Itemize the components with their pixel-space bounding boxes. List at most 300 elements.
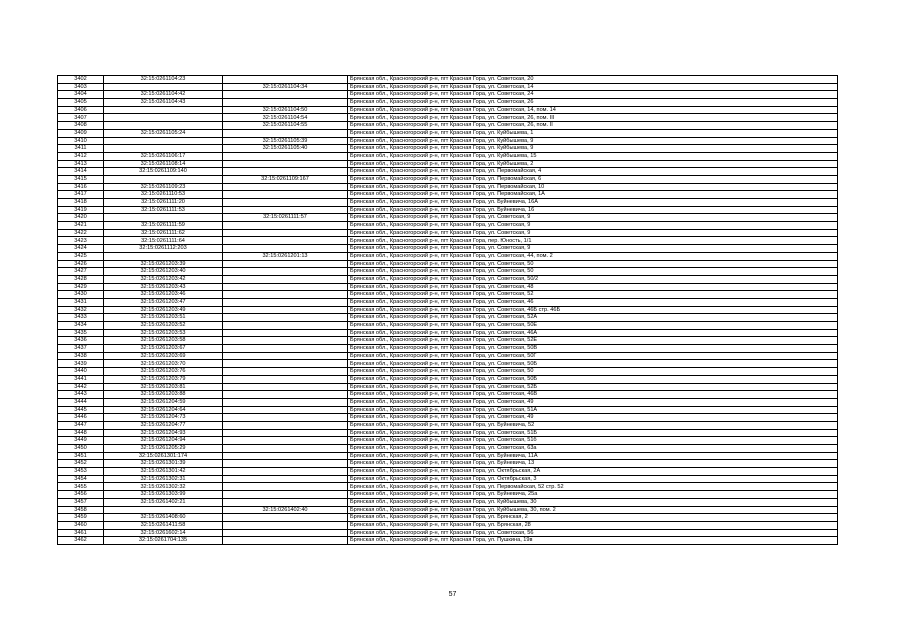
- address-cell: Брянская обл., Красногорский р-н, пгт Красная Гора, ул. Пушкина, 19в: [348, 537, 838, 545]
- row-number-cell: 3421: [58, 222, 104, 230]
- address-cell: Брянская обл., Красногорский р-н, пгт Красная Гора, ул. Советская, 48: [348, 283, 838, 291]
- table-row: [58, 237, 838, 245]
- table-row: [58, 329, 838, 337]
- address-cell: Брянская обл., Красногорский р-н, пгт Красная Гора, ул. Октябрьская, 3: [348, 475, 838, 483]
- row-number-cell: 3419: [58, 206, 104, 214]
- cadastral-number-cell: 32:15:0261106:17: [104, 152, 223, 160]
- cadastral-number-cell: 32:15:0261402:21: [104, 498, 223, 506]
- address-cell: Брянская обл., Красногорский р-н, пгт Красная Гора, ул. Советская, 52: [348, 291, 838, 299]
- row-number-cell: 3431: [58, 298, 104, 306]
- table-row: [58, 152, 838, 160]
- row-number-cell: 3409: [58, 129, 104, 137]
- linked-cadastral-number-cell: [223, 398, 348, 406]
- table-row: [58, 129, 838, 137]
- cadastral-number-cell: [104, 83, 223, 91]
- cadastral-number-cell: 32:15:0261203:81: [104, 383, 223, 391]
- address-cell: Брянская обл., Красногорский р-н, пгт Красная Гора, ул. Советская, 50/2: [348, 275, 838, 283]
- table-row: [58, 91, 838, 99]
- linked-cadastral-number-cell: [223, 483, 348, 491]
- table-row: [58, 168, 838, 176]
- row-number-cell: 3433: [58, 314, 104, 322]
- cadastral-number-cell: 32:15:0261602:14: [104, 529, 223, 537]
- cadastral-number-cell: 32:15:0261302:32: [104, 483, 223, 491]
- cadastral-number-cell: 32:15:0261203:42: [104, 275, 223, 283]
- address-cell: Брянская обл., Красногорский р-н, пгт Красная Гора, ул. Советская, 20: [348, 76, 838, 84]
- address-cell: Брянская обл., Красногорский р-н, пгт Красная Гора, ул. Первомайская, 4: [348, 168, 838, 176]
- address-cell: Брянская обл., Красногорский р-н, пгт Красная Гора, ул. Буйневича, 16А: [348, 199, 838, 207]
- table-row: [58, 114, 838, 122]
- linked-cadastral-number-cell: [223, 306, 348, 314]
- linked-cadastral-number-cell: [223, 275, 348, 283]
- row-number-cell: 3428: [58, 275, 104, 283]
- table-row: [58, 175, 838, 183]
- table-row: [58, 445, 838, 453]
- cadastral-number-cell: [104, 114, 223, 122]
- linked-cadastral-number-cell: [223, 129, 348, 137]
- property-table: [57, 75, 838, 545]
- address-cell: Брянская обл., Красногорский р-н, пгт Красная Гора, ул. Октябрьская, 2А: [348, 468, 838, 476]
- linked-cadastral-number-cell: 32:15:0261111:57: [223, 214, 348, 222]
- linked-cadastral-number-cell: 32:15:0261104:55: [223, 122, 348, 130]
- row-number-cell: 3461: [58, 529, 104, 537]
- table-row: [58, 245, 838, 253]
- cadastral-number-cell: 32:15:0261111:64: [104, 237, 223, 245]
- address-cell: Брянская обл., Красногорский р-н, пгт Красная Гора, ул. Советская, 26, пом. II: [348, 122, 838, 130]
- cadastral-number-cell: 32:15:0261110:53: [104, 191, 223, 199]
- address-cell: Брянская обл., Красногорский р-н, пгт Красная Гора, ул. Советская, 50: [348, 368, 838, 376]
- linked-cadastral-number-cell: [223, 291, 348, 299]
- address-cell: Брянская обл., Красногорский р-н, пгт Красная Гора, ул. Куйбышева, 2: [348, 160, 838, 168]
- cadastral-number-cell: 32:15:0261204:93: [104, 429, 223, 437]
- linked-cadastral-number-cell: [223, 183, 348, 191]
- linked-cadastral-number-cell: [223, 191, 348, 199]
- address-cell: Брянская обл., Красногорский р-н, пгт Красная Гора, ул. Первомайская, 1А: [348, 191, 838, 199]
- table-row: [58, 437, 838, 445]
- cadastral-number-cell: 32:15:0261203:49: [104, 306, 223, 314]
- row-number-cell: 3403: [58, 83, 104, 91]
- table-row: [58, 222, 838, 230]
- address-cell: Брянская обл., Красногорский р-н, пгт Красная Гора, ул. Брянская, 28: [348, 521, 838, 529]
- linked-cadastral-number-cell: [223, 76, 348, 84]
- cadastral-number-cell: 32:15:0261204:77: [104, 421, 223, 429]
- row-number-cell: 3408: [58, 122, 104, 130]
- table-row: [58, 452, 838, 460]
- cadastral-number-cell: 32:15:0261204:73: [104, 414, 223, 422]
- cadastral-number-cell: 32:15:0261203:47: [104, 298, 223, 306]
- linked-cadastral-number-cell: [223, 91, 348, 99]
- linked-cadastral-number-cell: [223, 498, 348, 506]
- address-cell: Брянская обл., Красногорский р-н, пгт Красная Гора, ул. Первомайская, 10: [348, 183, 838, 191]
- address-cell: Брянская обл., Красногорский р-н, пгт Красная Гора, ул. Советская, 63а: [348, 445, 838, 453]
- linked-cadastral-number-cell: [223, 452, 348, 460]
- row-number-cell: 3455: [58, 483, 104, 491]
- address-cell: Брянская обл., Красногорский р-н, пгт Красная Гора, ул. Советская, 50Е: [348, 322, 838, 330]
- row-number-cell: 3445: [58, 406, 104, 414]
- cadastral-number-cell: 32:15:0261301:174: [104, 452, 223, 460]
- row-number-cell: 3441: [58, 375, 104, 383]
- row-number-cell: 3413: [58, 160, 104, 168]
- address-cell: Брянская обл., Красногорский р-н, пгт Красная Гора, ул. Советская, 46А: [348, 329, 838, 337]
- table-row: [58, 145, 838, 153]
- table-row: [58, 383, 838, 391]
- table-row: [58, 368, 838, 376]
- cadastral-number-cell: 32:15:0261109:140: [104, 168, 223, 176]
- row-number-cell: 3451: [58, 452, 104, 460]
- linked-cadastral-number-cell: [223, 245, 348, 253]
- table-row: [58, 375, 838, 383]
- linked-cadastral-number-cell: [223, 99, 348, 107]
- cadastral-number-cell: [104, 175, 223, 183]
- row-number-cell: 3450: [58, 445, 104, 453]
- linked-cadastral-number-cell: [223, 283, 348, 291]
- cadastral-number-cell: 32:15:0261109:23: [104, 183, 223, 191]
- cadastral-number-cell: 32:15:0261104:42: [104, 91, 223, 99]
- row-number-cell: 3407: [58, 114, 104, 122]
- row-number-cell: 3424: [58, 245, 104, 253]
- address-cell: Брянская обл., Красногорский р-н, пгт Красная Гора, ул. Куйбышева, 1: [348, 129, 838, 137]
- row-number-cell: 3440: [58, 368, 104, 376]
- address-cell: Брянская обл., Красногорский р-н, пгт Красная Гора, ул. Советская, 50Б: [348, 360, 838, 368]
- linked-cadastral-number-cell: [223, 237, 348, 245]
- table-row: [58, 275, 838, 283]
- linked-cadastral-number-cell: [223, 437, 348, 445]
- table-row: [58, 398, 838, 406]
- cadastral-number-cell: 32:15:0261104:23: [104, 76, 223, 84]
- row-number-cell: 3448: [58, 429, 104, 437]
- row-number-cell: 3462: [58, 537, 104, 545]
- address-cell: Брянская обл., Красногорский р-н, пгт Красная Гора, ул. Куйбышева, 15: [348, 152, 838, 160]
- address-cell: Брянская обл., Красногорский р-н, пгт Красная Гора, ул. Советская, 9: [348, 214, 838, 222]
- address-cell: Брянская обл., Красногорский р-н, пгт Красная Гора, ул. Куйбышева, 30: [348, 498, 838, 506]
- table-row: [58, 460, 838, 468]
- table-row: [58, 406, 838, 414]
- linked-cadastral-number-cell: 32:15:0261104:34: [223, 83, 348, 91]
- cadastral-number-cell: 32:15:0261303:99: [104, 491, 223, 499]
- address-cell: Брянская обл., Красногорский р-н, пгт Красная Гора, ул. Буйневича, 25а: [348, 491, 838, 499]
- cadastral-number-cell: 32:15:0261408:60: [104, 514, 223, 522]
- table-row: [58, 314, 838, 322]
- cadastral-number-cell: 32:15:0261203:76: [104, 368, 223, 376]
- row-number-cell: 3425: [58, 252, 104, 260]
- address-cell: Брянская обл., Красногорский р-н, пгт Красная Гора, ул. Советская, 50Б: [348, 375, 838, 383]
- table-row: [58, 352, 838, 360]
- row-number-cell: 3457: [58, 498, 104, 506]
- table-row: [58, 337, 838, 345]
- address-cell: Брянская обл., Красногорский р-н, пгт Красная Гора, ул. Куйбышева, 9: [348, 137, 838, 145]
- table-row: [58, 306, 838, 314]
- row-number-cell: 3415: [58, 175, 104, 183]
- row-number-cell: 3429: [58, 283, 104, 291]
- address-cell: Брянская обл., Красногорский р-н, пгт Красная Гора, ул. Советская, 14: [348, 83, 838, 91]
- row-number-cell: 3459: [58, 514, 104, 522]
- table-row: [58, 391, 838, 399]
- linked-cadastral-number-cell: 32:15:0261104:50: [223, 106, 348, 114]
- linked-cadastral-number-cell: [223, 329, 348, 337]
- table-row: [58, 537, 838, 545]
- address-cell: Брянская обл., Красногорский р-н, пгт Красная Гора, ул. Советская, 9: [348, 229, 838, 237]
- linked-cadastral-number-cell: [223, 152, 348, 160]
- row-number-cell: 3411: [58, 145, 104, 153]
- linked-cadastral-number-cell: 32:15:0261109:167: [223, 175, 348, 183]
- linked-cadastral-number-cell: [223, 421, 348, 429]
- linked-cadastral-number-cell: [223, 360, 348, 368]
- cadastral-number-cell: 32:15:0261301:39: [104, 460, 223, 468]
- cadastral-number-cell: 32:15:0261204:59: [104, 398, 223, 406]
- table-row: [58, 283, 838, 291]
- cadastral-number-cell: 32:15:0261302:31: [104, 475, 223, 483]
- address-cell: Брянская обл., Красногорский р-н, пгт Красная Гора, ул. Советская, 46В: [348, 391, 838, 399]
- address-cell: Брянская обл., Красногорский р-н, пгт Красная Гора, ул. Советская, 50: [348, 260, 838, 268]
- address-cell: Брянская обл., Красногорский р-н, пгт Красная Гора, ул. Советская, 49: [348, 414, 838, 422]
- row-number-cell: 3414: [58, 168, 104, 176]
- cadastral-number-cell: 32:15:0261203:46: [104, 291, 223, 299]
- linked-cadastral-number-cell: [223, 206, 348, 214]
- table-row: [58, 414, 838, 422]
- row-number-cell: 3454: [58, 475, 104, 483]
- row-number-cell: 3406: [58, 106, 104, 114]
- row-number-cell: 3453: [58, 468, 104, 476]
- linked-cadastral-number-cell: [223, 268, 348, 276]
- linked-cadastral-number-cell: [223, 222, 348, 230]
- cadastral-number-cell: 32:15:0261704:135: [104, 537, 223, 545]
- cadastral-number-cell: 32:15:0261203:53: [104, 329, 223, 337]
- row-number-cell: 3434: [58, 322, 104, 330]
- table-row: [58, 475, 838, 483]
- cadastral-number-cell: 32:15:0261203:40: [104, 268, 223, 276]
- table-row: [58, 99, 838, 107]
- cadastral-number-cell: 32:15:0261203:51: [104, 314, 223, 322]
- linked-cadastral-number-cell: [223, 391, 348, 399]
- table-row: [58, 137, 838, 145]
- row-number-cell: 3420: [58, 214, 104, 222]
- address-cell: Брянская обл., Красногорский р-н, пгт Красная Гора, пер. Юность, 1/1: [348, 237, 838, 245]
- linked-cadastral-number-cell: [223, 468, 348, 476]
- linked-cadastral-number-cell: [223, 298, 348, 306]
- cadastral-number-cell: 32:15:0261301:42: [104, 468, 223, 476]
- table-row: [58, 506, 838, 514]
- table-row: [58, 160, 838, 168]
- row-number-cell: 3458: [58, 506, 104, 514]
- cadastral-number-cell: [104, 252, 223, 260]
- linked-cadastral-number-cell: [223, 529, 348, 537]
- row-number-cell: 3402: [58, 76, 104, 84]
- linked-cadastral-number-cell: 32:15:0261201:13: [223, 252, 348, 260]
- row-number-cell: 3437: [58, 345, 104, 353]
- row-number-cell: 3410: [58, 137, 104, 145]
- row-number-cell: 3438: [58, 352, 104, 360]
- table-row: [58, 521, 838, 529]
- table-row: [58, 529, 838, 537]
- address-cell: Брянская обл., Красногорский р-н, пгт Красная Гора, ул. Куйбышева, 9: [348, 145, 838, 153]
- cadastral-number-cell: [104, 122, 223, 130]
- row-number-cell: 3446: [58, 414, 104, 422]
- table-row: [58, 191, 838, 199]
- table-row: [58, 429, 838, 437]
- table-row: [58, 260, 838, 268]
- table-row: [58, 291, 838, 299]
- table-row: [58, 268, 838, 276]
- table-row: [58, 360, 838, 368]
- linked-cadastral-number-cell: [223, 460, 348, 468]
- row-number-cell: 3449: [58, 437, 104, 445]
- row-number-cell: 3439: [58, 360, 104, 368]
- address-cell: Брянская обл., Красногорский р-н, пгт Красная Гора, ул. Советская, 51А: [348, 406, 838, 414]
- row-number-cell: 3435: [58, 329, 104, 337]
- linked-cadastral-number-cell: [223, 229, 348, 237]
- cadastral-number-cell: 32:15:0261203:79: [104, 375, 223, 383]
- address-cell: Брянская обл., Красногорский р-н, пгт Красная Гора, ул. Советская, 26: [348, 99, 838, 107]
- cadastral-number-cell: 32:15:0261203:43: [104, 283, 223, 291]
- linked-cadastral-number-cell: [223, 260, 348, 268]
- address-cell: Брянская обл., Красногорский р-н, пгт Красная Гора, ул. Советская, 24: [348, 91, 838, 99]
- address-cell: Брянская обл., Красногорский р-н, пгт Красная Гора, ул. Советская, 50В: [348, 345, 838, 353]
- address-cell: Брянская обл., Красногорский р-н, пгт Красная Гора, ул. Советская, 51Б: [348, 429, 838, 437]
- table-row: [58, 498, 838, 506]
- linked-cadastral-number-cell: [223, 414, 348, 422]
- address-cell: Брянская обл., Красногорский р-н, пгт Красная Гора, ул. Советская, 9: [348, 222, 838, 230]
- cadastral-number-cell: 32:15:0261204:94: [104, 437, 223, 445]
- cadastral-number-cell: 32:15:0261111:53: [104, 206, 223, 214]
- address-cell: Брянская обл., Красногорский р-н, пгт Красная Гора, ул. Советская, 46Б стр. 46Б: [348, 306, 838, 314]
- row-number-cell: 3447: [58, 421, 104, 429]
- table-row: [58, 298, 838, 306]
- address-cell: Брянская обл., Красногорский р-н, пгт Красная Гора, ул. Советская, 52Б: [348, 383, 838, 391]
- cadastral-number-cell: 32:15:0261111:20: [104, 199, 223, 207]
- table-row: [58, 483, 838, 491]
- linked-cadastral-number-cell: 32:15:0261105:39: [223, 137, 348, 145]
- cadastral-number-cell: [104, 506, 223, 514]
- cadastral-number-cell: 32:15:0261203:67: [104, 345, 223, 353]
- address-cell: Брянская обл., Красногорский р-н, пгт Красная Гора, ул. Буйневича, 11А: [348, 452, 838, 460]
- address-cell: Брянская обл., Красногорский р-н, пгт Красная Гора, ул. Первомайская, 52 стр. 52: [348, 483, 838, 491]
- cadastral-number-cell: 32:15:0261204:64: [104, 406, 223, 414]
- cadastral-number-cell: [104, 214, 223, 222]
- table-row: [58, 83, 838, 91]
- cadastral-number-cell: 32:15:0261203:70: [104, 360, 223, 368]
- linked-cadastral-number-cell: [223, 514, 348, 522]
- linked-cadastral-number-cell: [223, 429, 348, 437]
- cadastral-number-cell: 32:15:0261105:24: [104, 129, 223, 137]
- table-row: [58, 421, 838, 429]
- linked-cadastral-number-cell: [223, 368, 348, 376]
- cadastral-number-cell: [104, 106, 223, 114]
- linked-cadastral-number-cell: [223, 337, 348, 345]
- row-number-cell: 3416: [58, 183, 104, 191]
- linked-cadastral-number-cell: [223, 168, 348, 176]
- linked-cadastral-number-cell: [223, 345, 348, 353]
- linked-cadastral-number-cell: 32:15:0261104:54: [223, 114, 348, 122]
- address-cell: Брянская обл., Красногорский р-н, пгт Красная Гора, ул. Советская, 14, пом. 14: [348, 106, 838, 114]
- linked-cadastral-number-cell: [223, 375, 348, 383]
- row-number-cell: 3412: [58, 152, 104, 160]
- table-row: [58, 514, 838, 522]
- linked-cadastral-number-cell: 32:15:0261105:40: [223, 145, 348, 153]
- cadastral-number-cell: 32:15:0261203:39: [104, 260, 223, 268]
- cadastral-number-cell: 32:15:0261203:58: [104, 337, 223, 345]
- table-row: [58, 76, 838, 84]
- row-number-cell: 3442: [58, 383, 104, 391]
- linked-cadastral-number-cell: [223, 491, 348, 499]
- table-row: [58, 206, 838, 214]
- row-number-cell: 3404: [58, 91, 104, 99]
- cadastral-number-cell: [104, 137, 223, 145]
- linked-cadastral-number-cell: [223, 537, 348, 545]
- cadastral-number-cell: [104, 145, 223, 153]
- row-number-cell: 3432: [58, 306, 104, 314]
- address-cell: Брянская обл., Красногорский р-н, пгт Красная Гора, ул. Советская, 52Е: [348, 337, 838, 345]
- row-number-cell: 3452: [58, 460, 104, 468]
- row-number-cell: 3456: [58, 491, 104, 499]
- table-row: [58, 199, 838, 207]
- address-cell: Брянская обл., Красногорский р-н, пгт Красная Гора, ул. Брянская, 2: [348, 514, 838, 522]
- linked-cadastral-number-cell: [223, 160, 348, 168]
- linked-cadastral-number-cell: [223, 314, 348, 322]
- cadastral-number-cell: 32:15:0261205:29: [104, 445, 223, 453]
- row-number-cell: 3460: [58, 521, 104, 529]
- address-cell: Брянская обл., Красногорский р-н, пгт Красная Гора, ул. Советская, 52А: [348, 314, 838, 322]
- row-number-cell: 3422: [58, 229, 104, 237]
- address-cell: Брянская обл., Красногорский р-н, пгт Красная Гора, ул. Советская, 26, пом. III: [348, 114, 838, 122]
- cadastral-number-cell: 32:15:0261104:43: [104, 99, 223, 107]
- cadastral-number-cell: 32:15:0261111:59: [104, 222, 223, 230]
- address-cell: Брянская обл., Красногорский р-н, пгт Красная Гора, ул. Советская, 50: [348, 268, 838, 276]
- table-row: [58, 229, 838, 237]
- linked-cadastral-number-cell: 32:15:0261402:40: [223, 506, 348, 514]
- linked-cadastral-number-cell: [223, 199, 348, 207]
- page-number: 57: [448, 591, 457, 598]
- address-cell: Брянская обл., Красногорский р-н, пгт Красная Гора, ул. Советская, 50Г: [348, 352, 838, 360]
- cadastral-number-cell: 32:15:0261203:88: [104, 391, 223, 399]
- row-number-cell: 3430: [58, 291, 104, 299]
- table-row: [58, 322, 838, 330]
- address-cell: Брянская обл., Красногорский р-н, пгт Красная Гора, ул. Советская, 49: [348, 398, 838, 406]
- linked-cadastral-number-cell: [223, 475, 348, 483]
- linked-cadastral-number-cell: [223, 445, 348, 453]
- linked-cadastral-number-cell: [223, 521, 348, 529]
- table-row: [58, 122, 838, 130]
- cadastral-number-cell: 32:15:0261111:62: [104, 229, 223, 237]
- address-cell: Брянская обл., Красногорский р-н, пгт Красная Гора, ул. Буйневича, 52: [348, 421, 838, 429]
- cadastral-number-cell: 32:15:0261411:58: [104, 521, 223, 529]
- cadastral-number-cell: 32:15:0261108:14: [104, 160, 223, 168]
- table-row: [58, 106, 838, 114]
- address-cell: Брянская обл., Красногорский р-н, пгт Красная Гора, ул. Первомайская, 6: [348, 175, 838, 183]
- address-cell: Брянская обл., Красногорский р-н, пгт Красная Гора, ул. Буйневича, 13: [348, 460, 838, 468]
- property-table-body: [58, 76, 838, 545]
- row-number-cell: 3427: [58, 268, 104, 276]
- row-number-cell: 3443: [58, 391, 104, 399]
- linked-cadastral-number-cell: [223, 383, 348, 391]
- row-number-cell: 3423: [58, 237, 104, 245]
- address-cell: Брянская обл., Красногорский р-н, пгт Красная Гора, ул. Советская, 56: [348, 529, 838, 537]
- row-number-cell: 3436: [58, 337, 104, 345]
- address-cell: Брянская обл., Красногорский р-н, пгт Красная Гора, ул. Куйбышева, 30, пом. 2: [348, 506, 838, 514]
- row-number-cell: 3417: [58, 191, 104, 199]
- cadastral-number-cell: 32:15:0261112:203: [104, 245, 223, 253]
- row-number-cell: 3405: [58, 99, 104, 107]
- address-cell: Брянская обл., Красногорский р-н, пгт Красная Гора, ул. Советская, 44, пом. 2: [348, 252, 838, 260]
- address-cell: Брянская обл., Красногорский р-н, пгт Красная Гора, ул. Советская, 51б: [348, 437, 838, 445]
- cadastral-number-cell: 32:15:0261203:69: [104, 352, 223, 360]
- table-row: [58, 468, 838, 476]
- cadastral-number-cell: 32:15:0261203:52: [104, 322, 223, 330]
- table-row: [58, 183, 838, 191]
- row-number-cell: 3418: [58, 199, 104, 207]
- table-row: [58, 214, 838, 222]
- linked-cadastral-number-cell: [223, 352, 348, 360]
- address-cell: Брянская обл., Красногорский р-н, пгт Красная Гора, ул. Советская, 9: [348, 245, 838, 253]
- row-number-cell: 3444: [58, 398, 104, 406]
